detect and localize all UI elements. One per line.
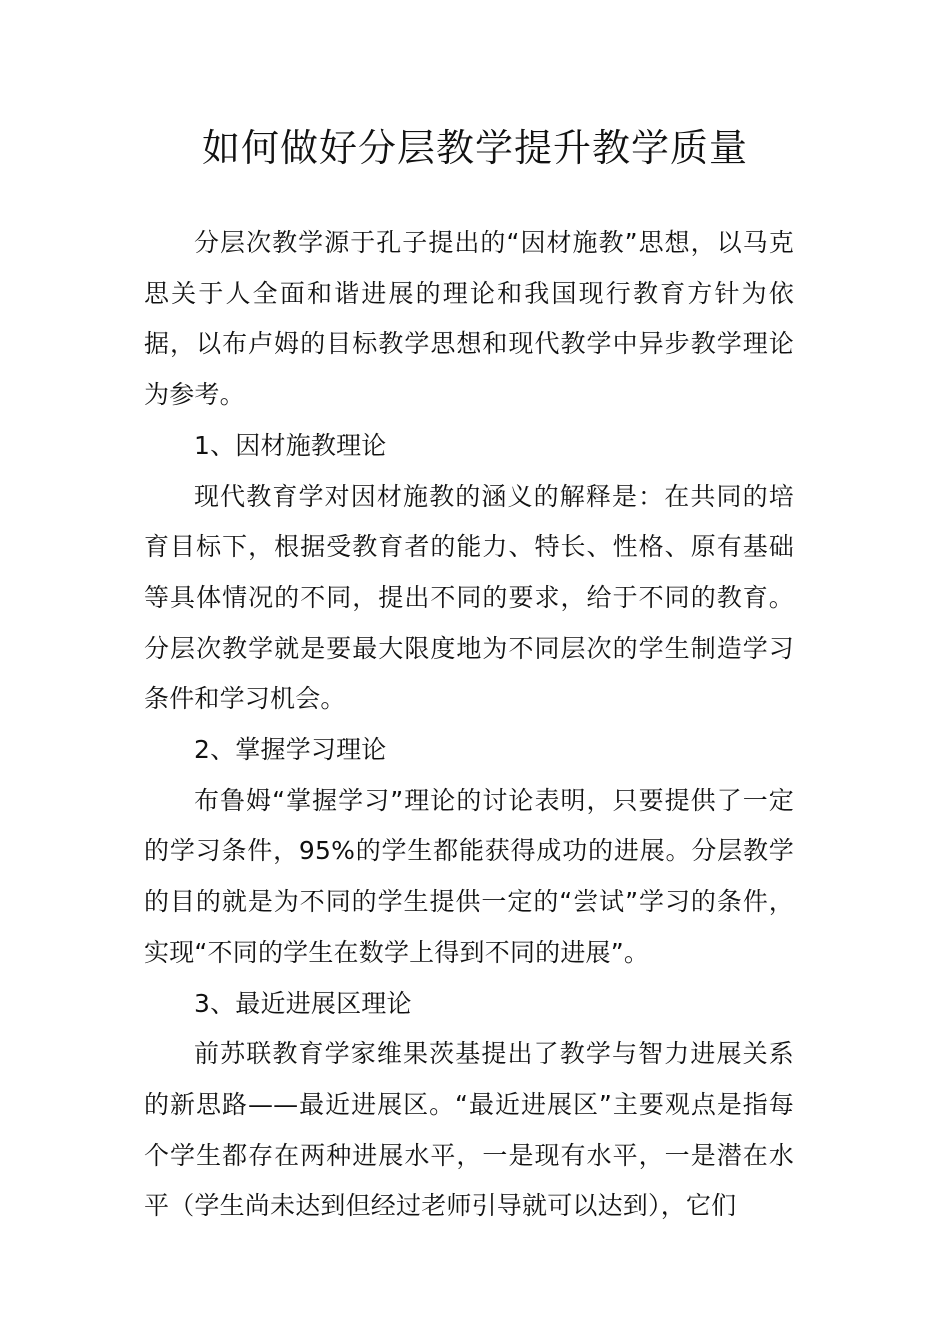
paragraph-2: 布鲁姆“掌握学习”理论的讨论表明，只要提供了一定的学习条件，95%的学生都能获得成功的进展。分层教学的目的就是为不同的学生提供一定的“尝试”学习的条件，实现“不同的学生在数学上得到不同的进展”。 — [144, 785, 794, 967]
paragraph-1: 现代教育学对因材施教的涵义的解释是：在共同的培育目标下，根据受教育者的能力、特长、性格、原有基础等具体情况的不同，提出不同的要求，给于不同的教育。分层次教学就是要最大限度地为不同层次的学生制造学习条件和学习机会。 — [144, 481, 794, 714]
document-body — [144, 218, 794, 1232]
section-heading-2: 2、掌握学习理论 — [194, 735, 387, 765]
section-heading-1: 1、因材施教理论 — [194, 430, 387, 460]
section-heading-3: 3、最近进展区理论 — [194, 988, 412, 1018]
document-title: 如何做好分层教学提升教学质量 — [201, 126, 748, 170]
paragraph-intro: 分层次教学源于孔子提出的“因材施教”思想，以马克思关于人全面和谐进展的理论和我国现行教育方针为依据，以布卢姆的目标教学思想和现代教学中异步教学理论为参考。 — [144, 228, 794, 410]
paragraph-3: 前苏联教育学家维果茨基提出了教学与智力进展关系的新思路——最近进展区。“最近进展区”主要观点是指每个学生都存在两种进展水平，一是现有水平，一是潜在水平（学生尚未达到但经过老师引导就可以达到），它们 — [144, 1039, 794, 1221]
